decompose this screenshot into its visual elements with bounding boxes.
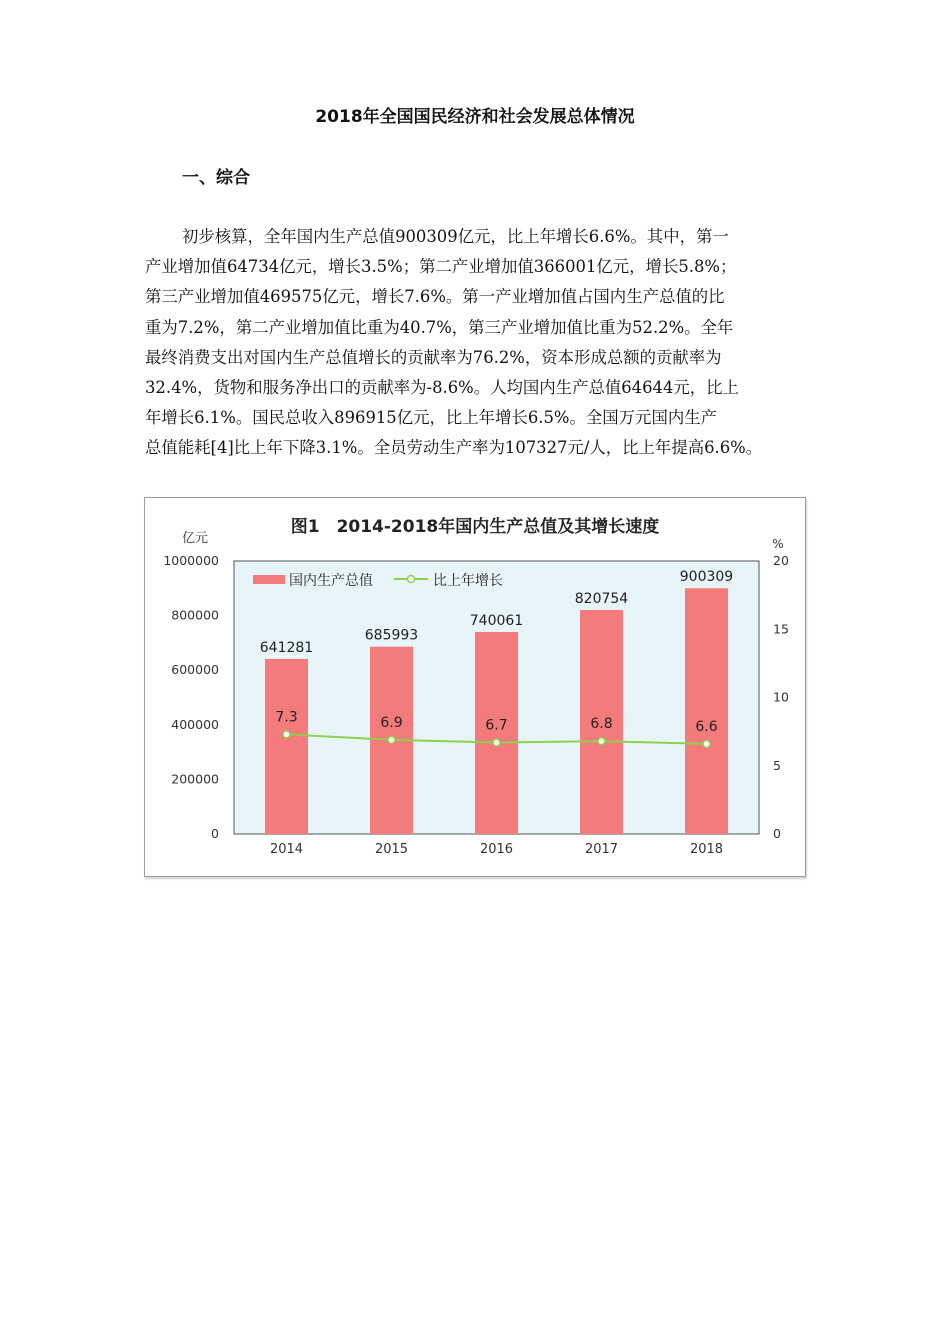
paragraph-line: 第三产业增加值469575亿元，增长7.6%。第一产业增加值占国内生产总值的比 <box>145 287 725 307</box>
growth-value-label: 7.3 <box>275 709 298 726</box>
growth-point <box>388 736 395 743</box>
section-heading: 一、综合 <box>182 168 250 188</box>
gdp-bar <box>265 659 308 834</box>
gdp-bar-value-label: 900309 <box>679 569 734 586</box>
gdp-bar-value-label: 685993 <box>364 627 419 644</box>
growth-point <box>283 731 290 738</box>
right-axis-tick-label: 20 <box>773 553 789 568</box>
paragraph-line: 最终消费支出对国内生产总值增长的贡献率为76.2%，资本形成总额的贡献率为 <box>145 347 722 367</box>
x-axis-tick-label: 2016 <box>479 842 514 857</box>
gdp-bar-value-label: 820754 <box>574 590 629 607</box>
chart-canvas <box>145 498 805 876</box>
left-axis-tick-label: 1000000 <box>163 553 219 568</box>
legend-line-marker <box>408 576 415 583</box>
legend-bar-swatch <box>253 575 285 584</box>
x-axis-tick-label: 2015 <box>374 842 409 857</box>
gdp-chart <box>144 497 806 877</box>
legend-line-label: 比上年增长 <box>433 573 503 589</box>
x-axis <box>270 842 723 857</box>
left-axis <box>163 553 219 841</box>
right-axis-unit: % <box>772 537 784 551</box>
x-axis-tick-label: 2018 <box>689 842 724 857</box>
growth-value-label: 6.8 <box>590 716 613 733</box>
growth-value-label: 6.9 <box>380 714 403 731</box>
right-axis-tick-label: 5 <box>773 757 781 773</box>
document-title: 2018年全国国民经济和社会发展总体情况 <box>315 107 635 127</box>
summary-paragraph <box>145 222 810 464</box>
chart-title: 图1 2014-2018年国内生产总值及其增长速度 <box>290 517 660 537</box>
growth-point <box>493 739 500 746</box>
right-axis <box>773 553 789 841</box>
paragraph-line: 总值能耗[4]比上年下降3.1%。全员劳动生产率为107327元/人，比上年提高6.6%。 <box>145 438 763 458</box>
gdp-bar <box>685 588 728 834</box>
x-axis-tick-label: 2014 <box>269 842 304 857</box>
paragraph-line: 年增长6.1%。国民总收入896915亿元，比上年增长6.5%。全国万元国内生产 <box>145 408 718 428</box>
paragraph-line: 重为7.2%，第二产业增加值比重为40.7%，第三产业增加值比重为52.2%。全年 <box>145 317 734 337</box>
gdp-bar-value-label: 740061 <box>469 612 524 629</box>
legend-bar-label: 国内生产总值 <box>289 573 373 589</box>
paragraph-line: 32.4%，货物和服务净出口的贡献率为-8.6%。人均国内生产总值64644元，比上 <box>145 378 739 398</box>
gdp-bar-value-label: 641281 <box>259 639 314 656</box>
paragraph-line: 初步核算，全年国内生产总值900309亿元，比上年增长6.6%。其中，第一 <box>182 227 729 246</box>
left-axis-tick-label: 200000 <box>171 771 219 787</box>
left-axis-tick-label: 800000 <box>171 607 219 623</box>
growth-value-label: 6.6 <box>695 718 718 735</box>
right-axis-tick-label: 0 <box>773 826 781 841</box>
left-axis-tick-label: 600000 <box>171 662 219 678</box>
growth-point <box>598 738 605 745</box>
x-axis-tick-label: 2017 <box>584 842 619 857</box>
paragraph-line: 产业增加值64734亿元，增长3.5%；第二产业增加值366001亿元，增长5.8%； <box>145 257 737 277</box>
left-axis-tick-label: 0 <box>211 826 219 841</box>
growth-point <box>703 740 710 747</box>
left-axis-tick-label: 400000 <box>171 716 219 732</box>
right-axis-tick-label: 10 <box>773 689 789 705</box>
left-axis-unit: 亿元 <box>181 531 209 546</box>
growth-value-label: 6.7 <box>485 717 508 734</box>
right-axis-tick-label: 15 <box>773 621 789 637</box>
